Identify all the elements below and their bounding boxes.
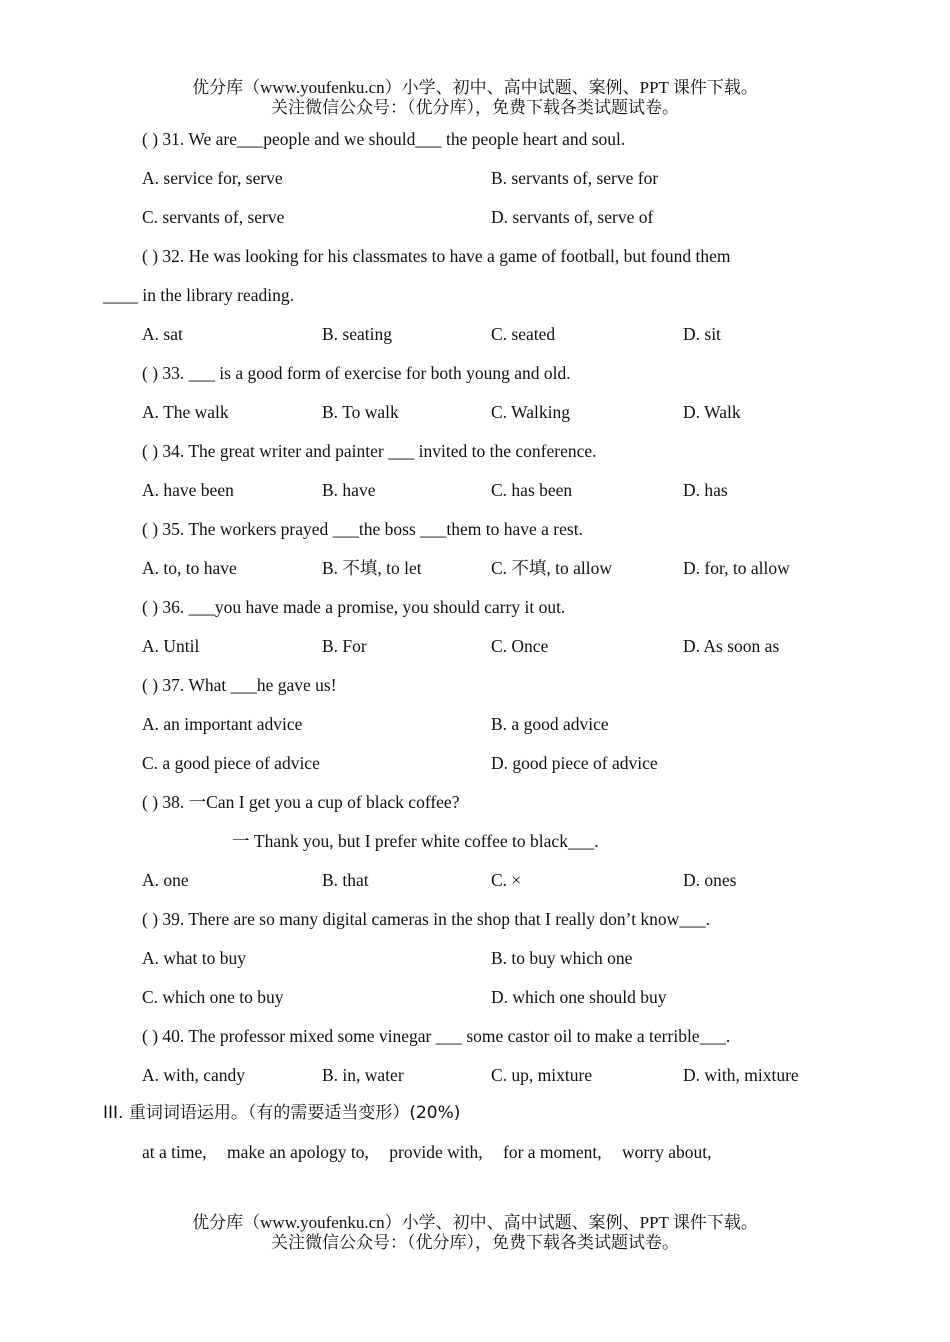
question-32-stem: ( ) 32. He was looking for his classmates to have a game of football, but found them — [142, 246, 731, 266]
q33-option-b: B. To walk — [322, 402, 399, 422]
q35-option-b: B. 不填, to let — [322, 558, 422, 578]
q33-option-d: D. Walk — [683, 402, 741, 422]
q31-option-c: C. servants of, serve — [142, 207, 285, 227]
q31-option-d: D. servants of, serve of — [491, 207, 654, 227]
q39-option-c: C. which one to buy — [142, 987, 284, 1007]
phrase-item: worry about, — [622, 1142, 712, 1162]
phrase-item: make an apology to, — [227, 1142, 369, 1162]
question-38-stem: ( ) 38. 一Can I get you a cup of black coffee? — [142, 792, 460, 812]
question-35-stem: ( ) 35. The workers prayed ___the boss ___them to have a rest. — [142, 519, 583, 539]
header-line-1: 优分库（www.youfenku.cn）小学、初中、高中试题、案例、PPT 课件下载。 — [192, 78, 758, 97]
q38-option-b: B. that — [322, 870, 369, 890]
question-39-stem: ( ) 39. There are so many digital cameras in the shop that I really don’t know___. — [142, 909, 710, 929]
phrase-item: for a moment, — [503, 1142, 602, 1162]
question-34-stem: ( ) 34. The great writer and painter ___ invited to the conference. — [142, 441, 597, 461]
q39-option-b: B. to buy which one — [491, 948, 633, 968]
phrase-item: provide with, — [389, 1142, 483, 1162]
q38-option-d: D. ones — [683, 870, 737, 890]
q32-option-b: B. seating — [322, 324, 392, 344]
q35-option-a: A. to, to have — [142, 558, 237, 578]
q33-option-c: C. Walking — [491, 402, 570, 422]
q40-option-b: B. in, water — [322, 1065, 404, 1085]
q35-option-c: C. 不填, to allow — [491, 558, 613, 578]
q34-option-b: B. have — [322, 480, 376, 500]
q31-option-b: B. servants of, serve for — [491, 168, 659, 188]
q35-option-d: D. for, to allow — [683, 558, 790, 578]
q39-option-d: D. which one should buy — [491, 987, 667, 1007]
q32-option-a: A. sat — [142, 324, 183, 344]
phrase-bank — [142, 1141, 727, 1163]
q36-option-b: B. For — [322, 636, 367, 656]
q32-option-c: C. seated — [491, 324, 556, 344]
q37-option-a: A. an important advice — [142, 714, 303, 734]
question-40-stem: ( ) 40. The professor mixed some vinegar ___ some castor oil to make a terrible___. — [142, 1026, 731, 1046]
q37-option-b: B. a good advice — [491, 714, 609, 734]
question-31-stem: ( ) 31. We are___people and we should___ the people heart and soul. — [142, 129, 626, 149]
q40-option-d: D. with, mixture — [683, 1065, 799, 1085]
q31-option-a: A. service for, serve — [142, 168, 283, 188]
q36-option-c: C. Once — [491, 636, 549, 656]
q33-option-a: A. The walk — [142, 402, 229, 422]
question-36-stem: ( ) 36. ___you have made a promise, you should carry it out. — [142, 597, 566, 617]
question-37-stem: ( ) 37. What ___he gave us! — [142, 675, 337, 695]
q38-option-a: A. one — [142, 870, 189, 890]
q40-option-a: A. with, candy — [142, 1065, 246, 1085]
q34-option-c: C. has been — [491, 480, 573, 500]
q34-option-a: A. have been — [142, 480, 234, 500]
footer-line-1: 优分库（www.youfenku.cn）小学、初中、高中试题、案例、PPT 课件下载。 — [192, 1213, 758, 1232]
q34-option-d: D. has — [683, 480, 728, 500]
question-32-continuation: ____ in the library reading. — [103, 285, 294, 305]
header-line-2: 关注微信公众号：（优分库），免费下载各类试题试卷。 — [271, 98, 679, 117]
q32-option-d: D. sit — [683, 324, 721, 344]
q36-option-a: A. Until — [142, 636, 200, 656]
q37-option-d: D. good piece of advice — [491, 753, 658, 773]
footer-line-2: 关注微信公众号：（优分库），免费下载各类试题试卷。 — [271, 1233, 679, 1252]
section-3-title: III. 重词词语运用。（有的需要适当变形）(20%) — [103, 1103, 461, 1123]
question-38-reply: 一 Thank you, but I prefer white coffee to black___. — [232, 831, 599, 851]
q38-option-c: C. × — [491, 870, 522, 890]
q37-option-c: C. a good piece of advice — [142, 753, 320, 773]
question-33-stem: ( ) 33. ___ is a good form of exercise for both young and old. — [142, 363, 571, 383]
q39-option-a: A. what to buy — [142, 948, 247, 968]
q36-option-d: D. As soon as — [683, 636, 780, 656]
q40-option-c: C. up, mixture — [491, 1065, 593, 1085]
phrase-item: at a time, — [142, 1142, 207, 1162]
